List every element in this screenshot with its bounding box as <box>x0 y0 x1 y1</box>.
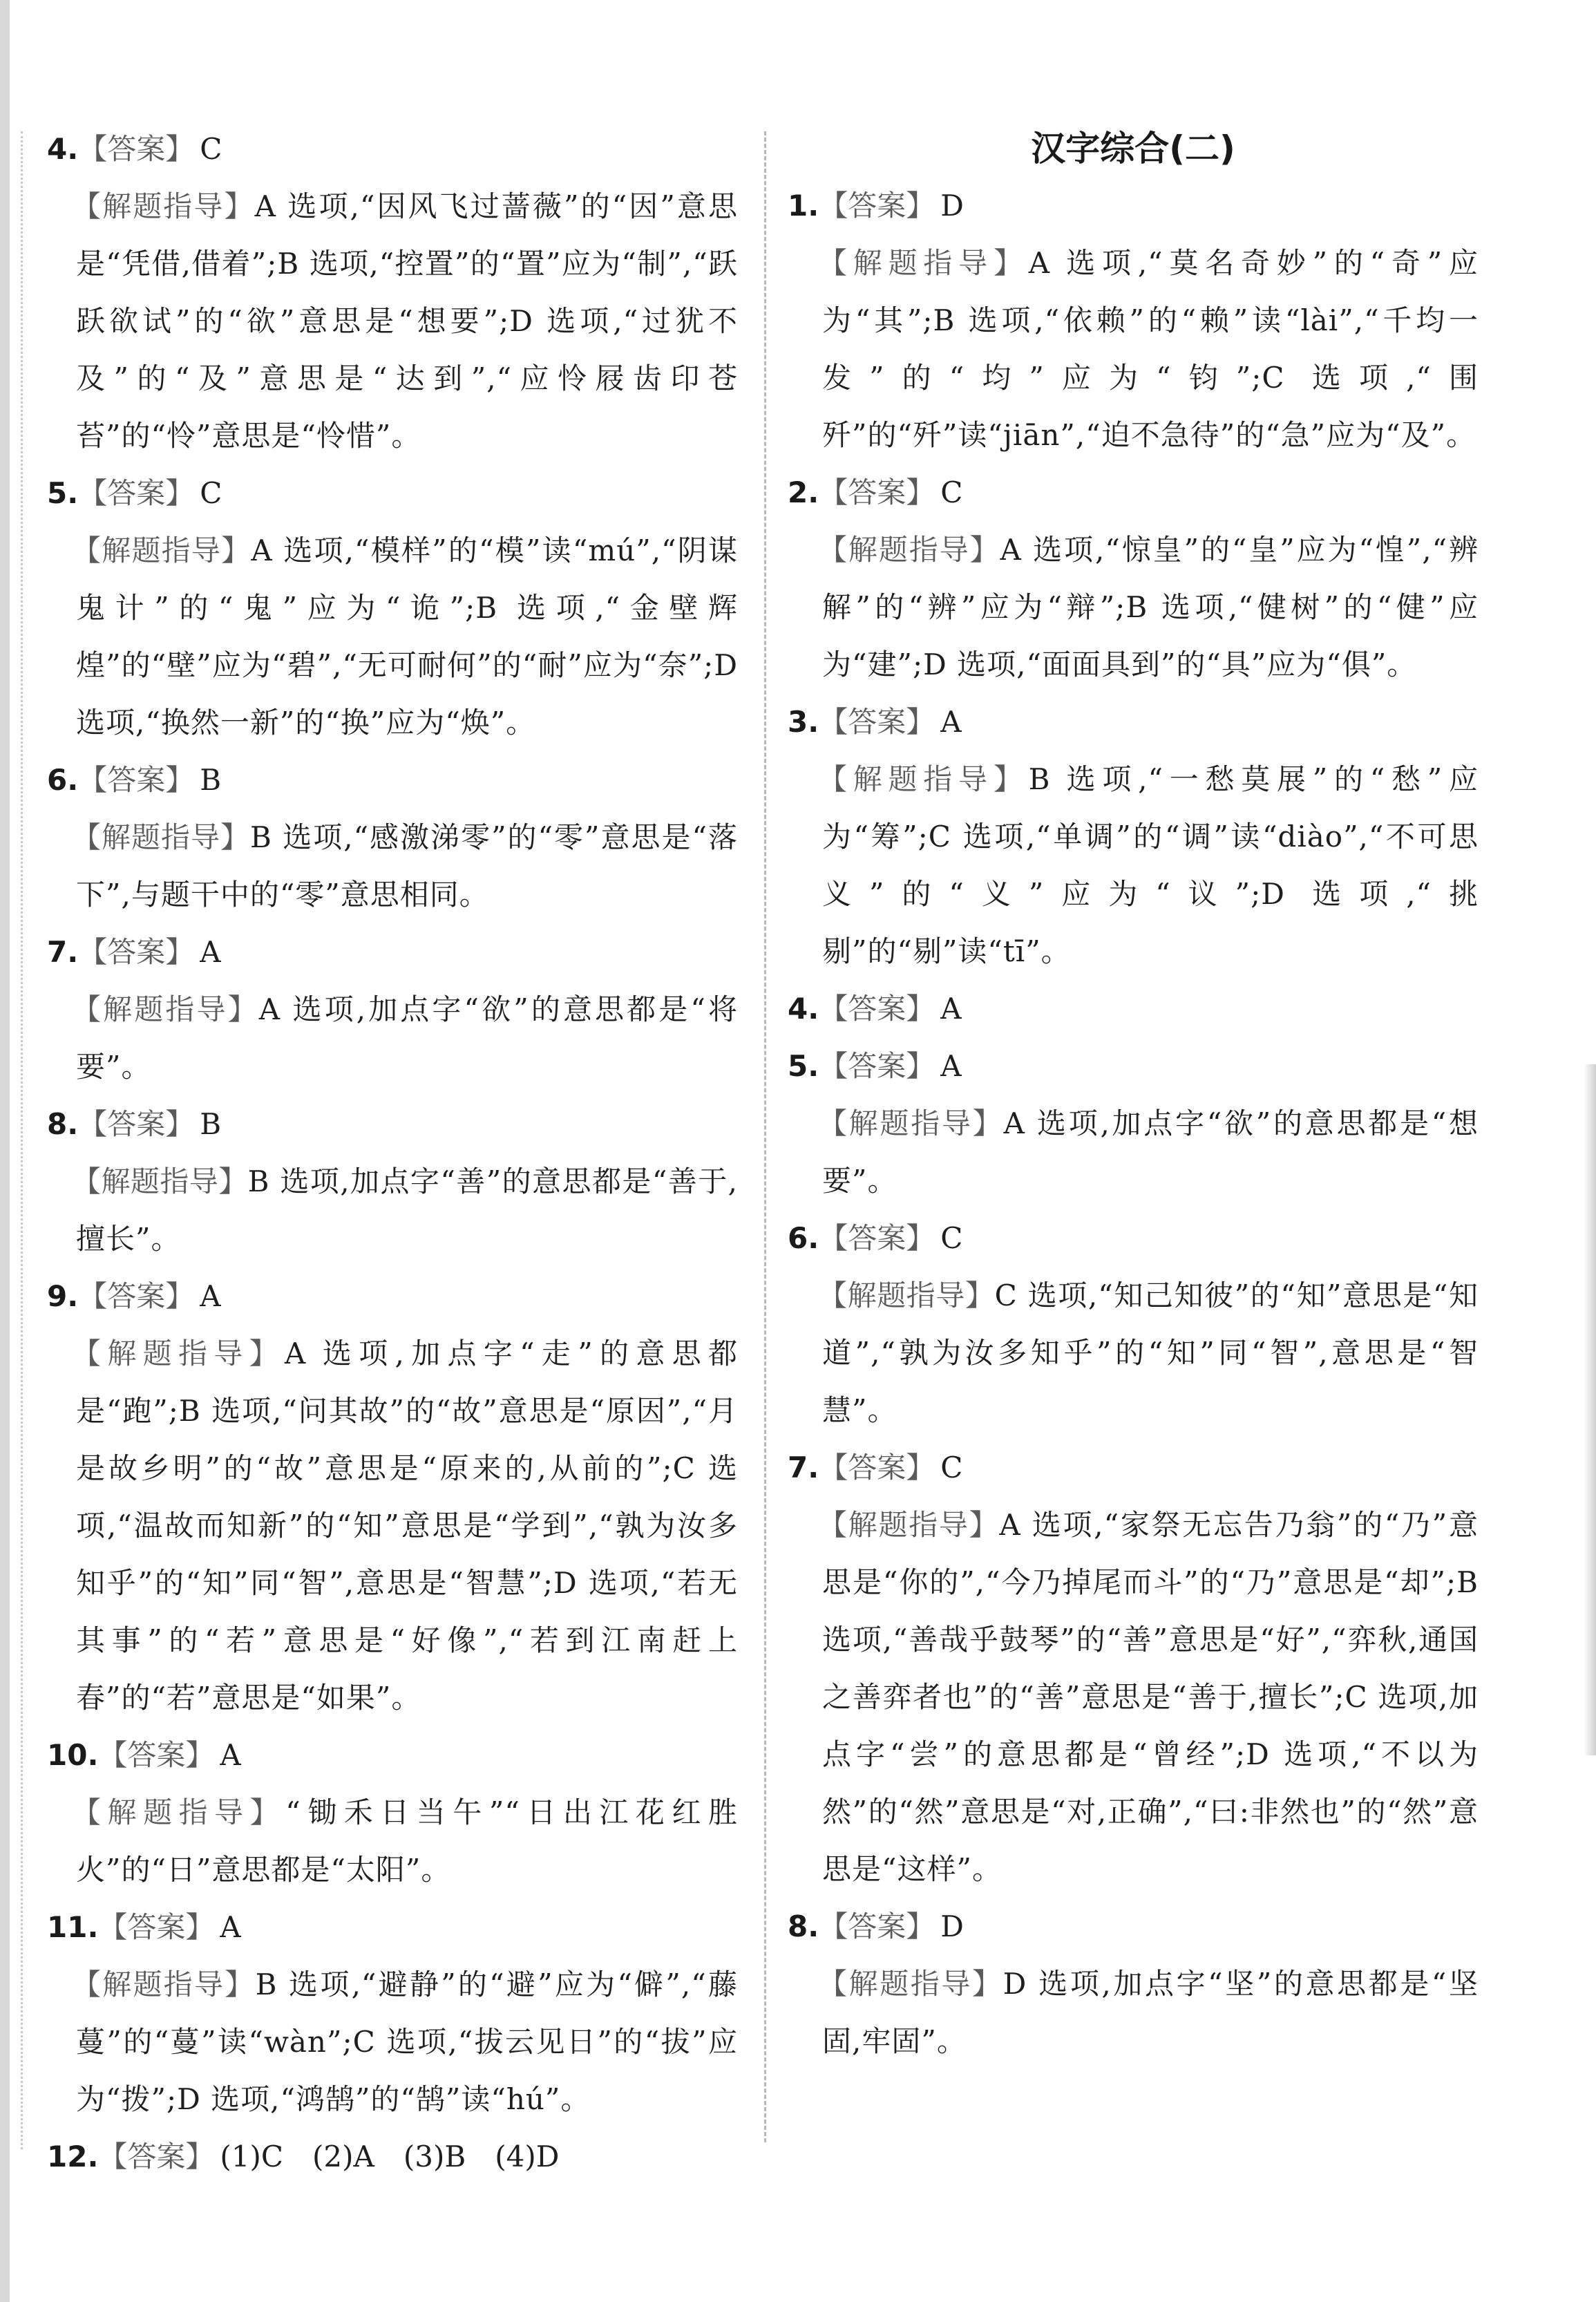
answer-line <box>788 177 1479 234</box>
answer-line <box>47 120 738 178</box>
answer-value: C <box>940 475 963 509</box>
answer-line <box>47 2128 738 2185</box>
guide-text: B 选项,“一愁莫展”的“愁”应为“筹”;C 选项,“单调”的“调”读“diào”,“不可思义”的“义”应为“议”;D 选项,“挑剔”的“剔”读“tī”。 <box>822 762 1479 968</box>
explanation <box>47 178 738 464</box>
answer-line <box>788 1037 1479 1095</box>
question-number: 1. <box>788 189 819 223</box>
question-number: 6. <box>47 763 79 797</box>
answer-tag: 【答案】 <box>78 763 195 797</box>
explanation <box>47 981 738 1095</box>
guide-tag: 【解题指导】 <box>72 189 255 223</box>
guide-text: A 选项,“家祭无忘告乃翁”的“乃”意思是“你的”,“今乃掉尾而斗”的“乃”意思是“却”;B 选项,“善哉乎鼓琴”的“善”意思是“好”,“弈秋,通国之善弈者也”的“善”意思是“善于,擅长”;C 选项,加点字“尝”的意思都是“曾经”;D 选项,“不以为然”的“然”意思是“对,正确”,“曰:非然也”的“然”意思是“这样”。 <box>822 1508 1479 1886</box>
answer-value: A <box>200 1279 221 1313</box>
explanation <box>47 1325 738 1726</box>
answer-tag: 【答案】 <box>78 935 195 969</box>
answer-tag: 【答案】 <box>98 1910 215 1944</box>
answer-item-9 <box>47 1267 738 1726</box>
guide-text: B 选项,加点字“善”的意思都是“善于,擅长”。 <box>76 1164 738 1256</box>
answer-item-10 <box>47 1726 738 1898</box>
answer-item-5 <box>47 464 738 751</box>
question-number: 4. <box>788 992 819 1026</box>
answer-line <box>788 1898 1479 1955</box>
answer-tag: 【答案】 <box>819 992 935 1026</box>
answer-item-12 <box>47 2128 738 2185</box>
answer-line <box>47 1095 738 1153</box>
explanation <box>788 521 1479 693</box>
guide-text: A 选项,加点字“欲”的意思都是“将要”。 <box>76 992 738 1084</box>
explanation <box>47 1153 738 1267</box>
answer-value: C <box>200 476 222 510</box>
answer-item-5b <box>788 1037 1479 1209</box>
guide-text: D 选项,加点字“坚”的意思都是“坚固,牢固”。 <box>822 1967 1479 2058</box>
guide-tag: 【解题指导】 <box>72 534 251 567</box>
answer-value: A <box>940 1049 962 1083</box>
answer-line <box>47 751 738 809</box>
guide-text: A 选项,“莫名奇妙”的“奇”应为“其”;B 选项,“依赖”的“赖”读“lài”,“千均一发”的“均”应为“钧”;C 选项,“围歼”的“歼”读“jiān”,“迫不急待”的“急”应为“及”。 <box>822 246 1479 452</box>
answer-line <box>788 980 1479 1037</box>
question-number: 2. <box>788 475 819 509</box>
answer-value: A <box>940 992 962 1026</box>
answer-value: C <box>940 1451 963 1484</box>
explanation <box>788 1496 1479 1898</box>
answer-tag: 【答案】 <box>78 132 195 166</box>
explanation <box>47 522 738 751</box>
answer-item-6 <box>47 751 738 923</box>
guide-text: A 选项,“惊皇”的“皇”应为“惶”,“辨解”的“辨”应为“辩”;B 选项,“健树”的“健”应为“建”;D 选项,“面面具到”的“具”应为“俱”。 <box>822 533 1479 681</box>
question-number: 4. <box>47 132 79 166</box>
guide-text: B 选项,“感激涕零”的“零”意思是“落下”,与题干中的“零”意思相同。 <box>76 820 738 912</box>
answer-value: D <box>940 1909 964 1943</box>
answer-line <box>47 1898 738 1956</box>
answer-line <box>788 1209 1479 1267</box>
explanation <box>788 1955 1479 2070</box>
left-column <box>47 120 738 2185</box>
guide-text: A 选项,加点字“走”的意思都是“跑”;B 选项,“问其故”的“故”意思是“原因”,“月是故乡明”的“故”意思是“原来的,从前的”;C 选项,“温故而知新”的“知”意思是“学到”,“孰为汝多知乎”的“知”同“智”,意思是“智慧”;D 选项,“若无其事”的“若”意思是“好像”,“若到江南赶上春”的“若”意思是“如果”。 <box>76 1337 738 1715</box>
answer-value: B <box>200 1107 222 1141</box>
guide-tag: 【解题指导】 <box>72 1164 248 1198</box>
guide-tag: 【解题指导】 <box>72 992 259 1026</box>
answer-value: C <box>940 1221 963 1255</box>
guide-tag: 【解题指导】 <box>818 1967 1003 2001</box>
guide-tag: 【解题指导】 <box>818 762 1029 796</box>
question-number: 7. <box>788 1451 819 1484</box>
question-number: 3. <box>788 705 819 739</box>
binding-margin-line <box>21 131 23 2149</box>
explanation <box>47 1956 738 2128</box>
answer-line <box>788 464 1479 521</box>
page-edge-shadow <box>1584 1064 1596 1755</box>
answer-item-1 <box>788 177 1479 464</box>
question-number: 5. <box>788 1049 819 1083</box>
answer-line <box>47 923 738 981</box>
explanation <box>788 234 1479 464</box>
answer-value: C <box>200 132 222 166</box>
question-number: 11. <box>47 1910 99 1944</box>
answer-tag: 【答案】 <box>819 475 935 509</box>
answer-item-2 <box>788 464 1479 693</box>
answer-value: A <box>220 1738 241 1772</box>
explanation <box>47 809 738 923</box>
answer-tag: 【答案】 <box>819 1221 935 1255</box>
question-number: 12. <box>47 2140 99 2173</box>
answer-tag: 【答案】 <box>819 1049 935 1083</box>
question-number: 7. <box>47 935 79 969</box>
explanation <box>788 1267 1479 1439</box>
answer-tag: 【答案】 <box>819 705 935 739</box>
question-number: 9. <box>47 1279 79 1313</box>
answer-tag: 【答案】 <box>819 1451 935 1484</box>
guide-text: A 选项,加点字“欲”的意思都是“想要”。 <box>822 1106 1479 1198</box>
answer-value: (1)C (2)A (3)B (4)D <box>220 2140 560 2173</box>
guide-tag: 【解题指导】 <box>72 820 251 854</box>
guide-tag: 【解题指导】 <box>818 246 1029 280</box>
answer-line <box>47 1726 738 1784</box>
guide-tag: 【解题指导】 <box>818 1106 1004 1140</box>
answer-tag: 【答案】 <box>819 189 935 223</box>
answer-item-8 <box>47 1095 738 1267</box>
answer-value: A <box>200 935 221 969</box>
answer-item-4 <box>47 120 738 464</box>
guide-text: A 选项,“因风飞过蔷薇”的“因”意思是“凭借,借着”;B 选项,“控置”的“置”应为“制”,“跃跃欲试”的“欲”意思是“想要”;D 选项,“过犹不及”的“及”意思是“达到”,“应怜屐齿印苍苔”的“怜”意思是“怜惜”。 <box>76 189 738 453</box>
answer-item-8b <box>788 1898 1479 2070</box>
guide-tag: 【解题指导】 <box>818 1508 1000 1542</box>
answer-item-3 <box>788 693 1479 980</box>
answer-value: A <box>220 1910 241 1944</box>
answer-tag: 【答案】 <box>98 1738 215 1772</box>
column-divider <box>764 131 766 2142</box>
guide-tag: 【解题指导】 <box>818 533 1000 567</box>
question-number: 8. <box>788 1909 819 1943</box>
answer-item-7 <box>47 923 738 1095</box>
answer-line <box>47 464 738 522</box>
answer-value: D <box>940 189 964 223</box>
guide-tag: 【解题指导】 <box>72 1968 256 2001</box>
answer-item-4b <box>788 980 1479 1037</box>
question-number: 6. <box>788 1221 819 1255</box>
explanation <box>788 751 1479 980</box>
guide-tag: 【解题指导】 <box>818 1279 995 1312</box>
question-number: 8. <box>47 1107 79 1141</box>
question-number: 5. <box>47 476 79 510</box>
guide-text: “锄禾日当午”“日出江花红胜火”的“日”意思都是“太阳”。 <box>76 1795 738 1887</box>
answer-tag: 【答案】 <box>78 1107 195 1141</box>
answer-tag: 【答案】 <box>78 1279 195 1313</box>
answer-tag: 【答案】 <box>98 2140 215 2173</box>
answer-tag: 【答案】 <box>819 1909 935 1943</box>
guide-text: A 选项,“模样”的“模”读“mú”,“阴谋鬼计”的“鬼”应为“诡”;B 选项,“金壁辉煌”的“壁”应为“碧”,“无可耐何”的“耐”应为“奈”;D 选项,“换然一新”的“换”应为“焕”。 <box>76 534 738 739</box>
explanation <box>47 1784 738 1898</box>
answer-item-6b <box>788 1209 1479 1439</box>
guide-text: B 选项,“避静”的“避”应为“僻”,“藤蔓”的“蔓”读“wàn”;C 选项,“拔云见日”的“拔”应为“拨”;D 选项,“鸿鹄”的“鹄”读“hú”。 <box>76 1968 738 2116</box>
answer-line <box>788 1439 1479 1496</box>
explanation <box>788 1095 1479 1209</box>
question-number: 10. <box>47 1738 99 1772</box>
answer-line <box>47 1267 738 1325</box>
guide-tag: 【解题指导】 <box>72 1795 286 1829</box>
answer-item-11 <box>47 1898 738 2128</box>
answer-tag: 【答案】 <box>78 476 195 510</box>
guide-tag: 【解题指导】 <box>72 1337 285 1370</box>
answer-line <box>788 693 1479 751</box>
scan-left-edge <box>0 0 10 2302</box>
answer-value: A <box>940 705 962 739</box>
answer-value: B <box>200 763 222 797</box>
answer-item-7b <box>788 1439 1479 1898</box>
right-column <box>788 120 1479 2070</box>
guide-text: C 选项,“知己知彼”的“知”意思是“知道”,“孰为汝多知乎”的“知”同“智”,意思是“智慧”。 <box>822 1279 1479 1427</box>
section-title: 汉字综合(二) <box>1031 129 1235 169</box>
